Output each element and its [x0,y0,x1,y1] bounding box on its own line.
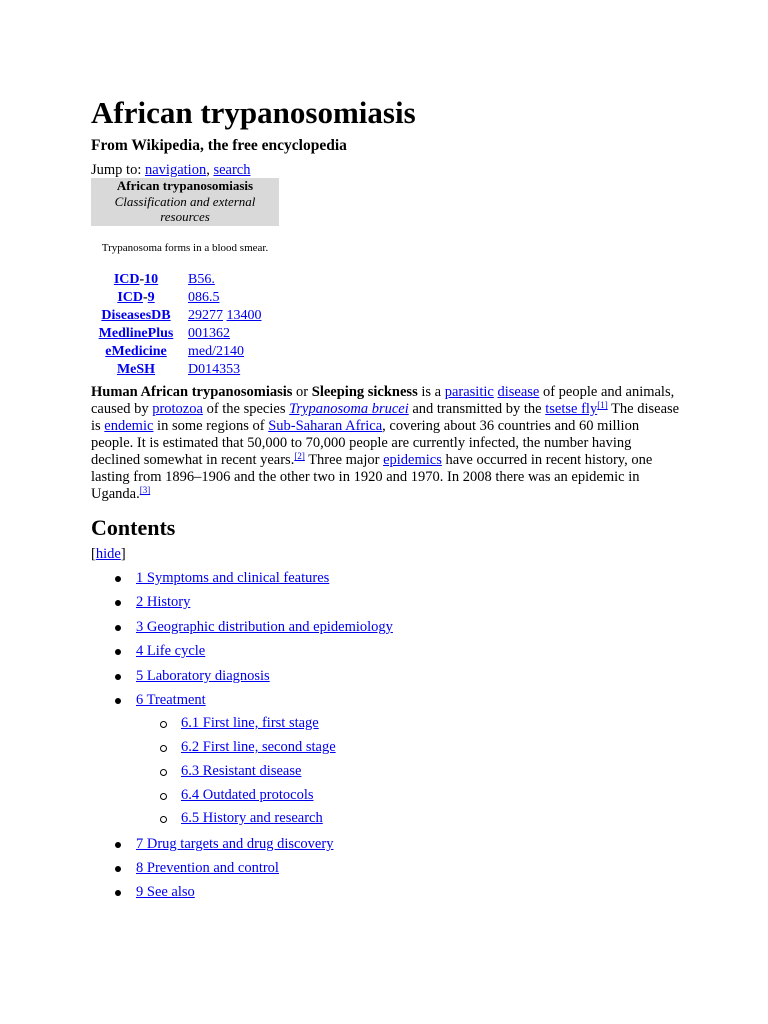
medlineplus-link[interactable]: MedlinePlus [98,326,174,341]
trypanosoma-brucei-link[interactable]: Trypanosoma brucei [289,401,409,417]
toc-item[interactable]: 6.1 First line, first stage [181,715,319,731]
toc-item[interactable]: 1 Symptoms and clinical features [136,570,330,586]
toc-item[interactable]: 6 Treatment [136,692,206,708]
icd9-link[interactable]: 9 [147,290,155,305]
infobox-row-emedicine [91,343,291,361]
toc-item[interactable]: 7 Drug targets and drug discovery [136,836,334,852]
hollow-bullet-icon [160,816,167,823]
icd10-link[interactable]: 10 [144,272,159,287]
jump-to-label: Jump to: [91,162,142,178]
toc-item[interactable]: 2 History [136,594,191,610]
icd-link[interactable]: ICD [117,290,143,305]
toc-item[interactable]: 8 Prevention and control [136,860,279,876]
bullet-icon [115,649,121,655]
reference-3-link[interactable]: [3] [139,485,151,495]
hollow-bullet-icon [160,745,167,752]
toc-item[interactable]: 6.3 Resistant disease [181,763,302,779]
hollow-bullet-icon [160,769,167,776]
infobox-row-mesh [91,361,291,379]
bullet-icon [115,600,121,606]
diseasesdb-link[interactable]: DiseasesDB [101,308,171,323]
bullet-icon [115,698,121,704]
contents-heading: Contents [91,515,176,540]
disease-link[interactable]: disease [497,384,540,400]
jump-search-link[interactable]: search [213,162,251,178]
diseasesdb-value-link[interactable]: 29277 [188,308,223,323]
infobox-row-medlineplus [91,325,291,343]
toc-hide-link[interactable]: hide [95,546,121,562]
infobox-subtitle: Classification and external resources [114,193,256,224]
icd10-value-link[interactable]: B56. [188,272,215,287]
infobox-row-icd10: ICD-10 B56. [113,272,215,287]
page-title: African trypanosomiasis [91,95,416,130]
infobox-row-icd9: ICD-9 086.5 [117,290,220,305]
hollow-bullet-icon [160,793,167,800]
toc-item[interactable]: 3 Geographic distribution and epidemiology [136,619,393,635]
emedicine-link[interactable]: eMedicine [105,344,167,359]
protozoa-link[interactable]: protozoa [152,401,203,417]
bullet-icon [115,842,121,848]
intro-paragraph: Human African trypanosomiasis or Sleeping sickness is a parasitic disease of people and animals, caused by protozoa of the species Trypanosoma brucei and transmitted by the tsetse fly[1] The disease is endemic in some regions of Sub-Saharan Africa, covering about 36 countries and 60 million people. It is estimated that 50,000 to 70,000 people are currently infected, the number having declined somewhat in recent years.[2] Three major epidemics have occurred in recent history, one lasting from 1896–1906 and the other two in 1920 and 1970. In 2008 there was an epidemic in Uganda.[3] [91,384,680,502]
bullet-icon [115,576,121,582]
bullet-icon [115,866,121,872]
toc-item[interactable]: 6.2 First line, second stage [181,739,336,755]
jump-navigation-link[interactable]: navigation [144,162,207,178]
epidemics-link[interactable]: epidemics [383,452,442,468]
page-subtitle: From Wikipedia, the free encyclopedia [91,137,347,154]
infobox-image-caption: Trypanosoma forms in a blood smear. [101,242,269,254]
mesh-value-link[interactable]: D014353 [188,362,241,377]
reference-2-link[interactable]: [2] [294,451,305,461]
parasitic-link[interactable]: parasitic [444,384,494,400]
sub-saharan-africa-link[interactable]: Sub-Saharan Africa [268,418,383,434]
icd9-value-link[interactable]: 086.5 [188,290,220,305]
hollow-bullet-icon [160,721,167,728]
infobox-header [91,178,279,226]
toc-item[interactable]: 9 See also [136,884,195,900]
infobox-codes [91,271,291,379]
endemic-link[interactable]: endemic [104,418,154,434]
infobox-row-diseasesdb [91,307,291,325]
toc-item[interactable]: 4 Life cycle [136,643,206,659]
icd-link[interactable]: ICD [113,272,140,287]
infobox-title: African trypanosomiasis [116,178,254,193]
jump-separator: , [206,162,210,178]
bullet-icon [115,674,121,680]
toc-item[interactable]: 5 Laboratory diagnosis [136,668,270,684]
toc-toggle: [hide] [91,546,126,562]
bullet-icon [115,625,121,631]
toc-item[interactable]: 6.4 Outdated protocols [181,787,314,803]
medlineplus-value-link[interactable]: 001362 [188,326,230,341]
mesh-link[interactable]: MeSH [116,362,156,377]
toc-item[interactable]: 6.5 History and research [181,810,323,826]
emedicine-value-link[interactable]: med/2140 [188,344,244,359]
bullet-icon [115,890,121,896]
jump-to-bar [91,161,250,179]
reference-1-link[interactable]: [1] [597,400,608,410]
diseasesdb-value-link-2[interactable]: 13400 [226,308,262,323]
tsetse-fly-link[interactable]: tsetse fly [545,401,598,417]
